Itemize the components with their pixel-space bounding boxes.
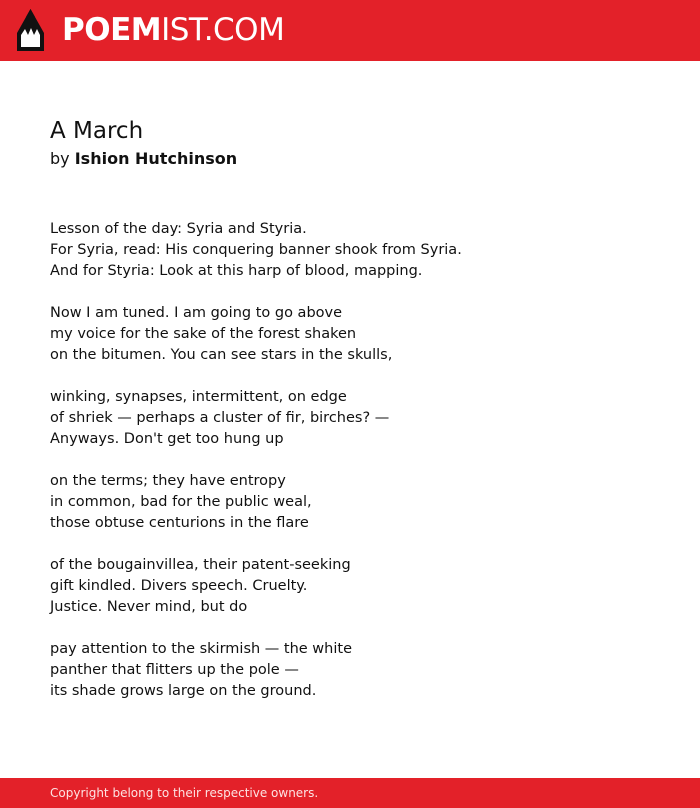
poem-line: Lesson of the day: Syria and Styria. (50, 221, 307, 237)
author-name[interactable]: Ishion Hutchinson (74, 149, 238, 168)
poem-title: A March (50, 118, 144, 144)
poem-body (50, 219, 670, 723)
site-header (0, 0, 700, 61)
poem-line: on the bitumen. You can see stars in the skulls, (50, 347, 393, 363)
logo-light-part: IST.COM (161, 12, 285, 48)
poem-line: For Syria, read: His conquering banner shook from Syria. (50, 242, 462, 258)
pencil-tip-icon[interactable] (17, 9, 44, 51)
by-label: by (50, 149, 70, 168)
poem-stanza (50, 303, 670, 366)
poem-line: Anyways. Don't get too hung up (50, 431, 284, 447)
poem-line: of the bougainvillea, their patent-seeking (50, 557, 351, 573)
poem-stanza (50, 219, 670, 282)
poem-stanza (50, 555, 670, 618)
poem-line: Justice. Never mind, but do (50, 599, 248, 615)
byline (50, 149, 237, 169)
poem-line: pay attention to the skirmish — the white (50, 641, 352, 657)
poem-line: those obtuse centurions in the flare (50, 515, 309, 531)
poem-stanza (50, 471, 670, 534)
poem-line: panther that flitters up the pole — (50, 662, 299, 678)
site-logo[interactable] (62, 12, 284, 48)
poem-stanza (50, 639, 670, 702)
site-footer (0, 778, 700, 808)
copyright-text: Copyright belong to their respective owners. (50, 786, 319, 800)
poem-line: of shriek — perhaps a cluster of fir, birches? — (50, 410, 390, 426)
logo-bold-part: POEM (62, 12, 162, 48)
poem-line: winking, synapses, intermittent, on edge (50, 389, 347, 405)
poem-line: And for Styria: Look at this harp of blood, mapping. (50, 263, 423, 279)
poem-line: in common, bad for the public weal, (50, 494, 312, 510)
poem-line: on the terms; they have entropy (50, 473, 286, 489)
poem-line: my voice for the sake of the forest shaken (50, 326, 357, 342)
poem-stanza (50, 387, 670, 450)
poem-line: gift kindled. Divers speech. Cruelty. (50, 578, 308, 594)
poem-line: its shade grows large on the ground. (50, 683, 317, 699)
poem-line: Now I am tuned. I am going to go above (50, 305, 343, 321)
